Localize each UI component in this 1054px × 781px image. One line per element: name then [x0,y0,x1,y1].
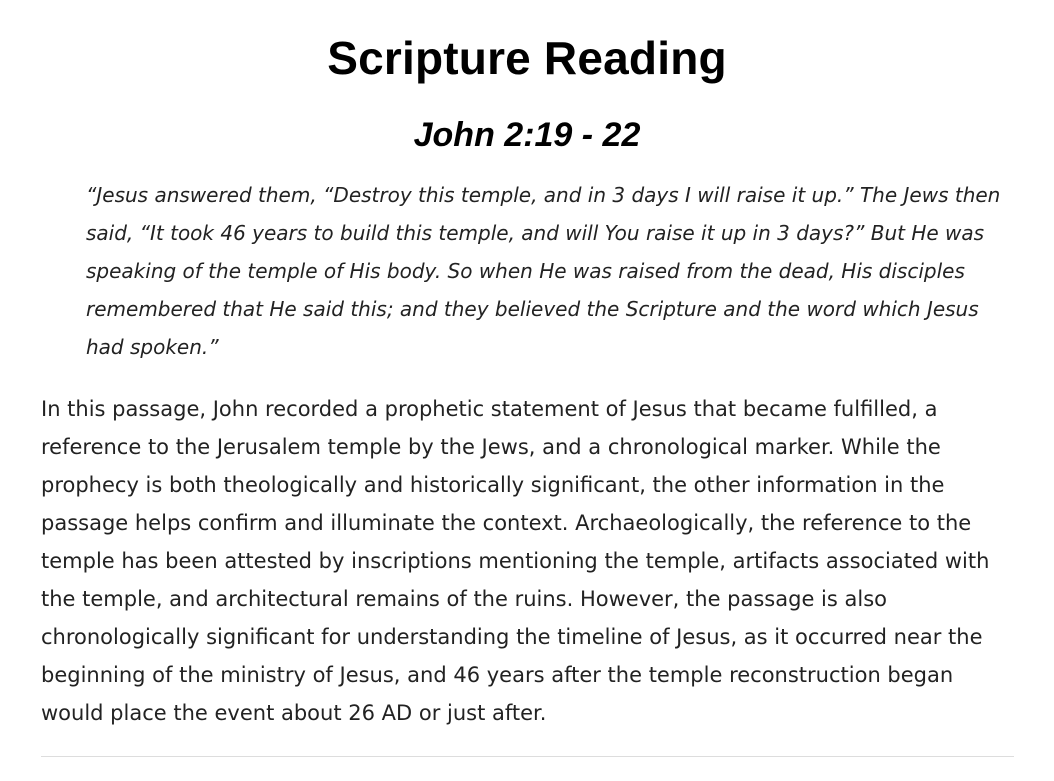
commentary-paragraph: In this passage, John recorded a prophetic statement of Jesus that became fulfilled, a reference to the Jerusalem temple by the Jews, and a chronological marker. While the prophecy is both theologically and historically significant, the other information in the passage helps confirm and illuminate the context. Archaeologically, the reference to the temple has been attested by inscriptions mentioning the temple, artifacts associated with the temple, and architectural remains of the ruins. However, the passage is also chronologically significant for understanding the timeline of Jesus, as it occurred near the beginning of the ministry of Jesus, and 46 years after the temple reconstruction began would place the event about 26 AD or just after. [41,397,990,725]
section-divider [41,756,1014,757]
page-title: Scripture Reading [327,32,727,84]
scripture-reference: John 2:19 - 22 [413,116,641,154]
scripture-quote: “Jesus answered them, “Destroy this temple, and in 3 days I will raise it up.” The Jews then said, “It took 46 years to build this temple, and will You raise it up in 3 days?” But He was speaking of the temple of His body. So when He was raised from the dead, His disciples remembered that He said this; and they believed the Scripture and the word which Jesus had spoken.” [86,183,1001,359]
